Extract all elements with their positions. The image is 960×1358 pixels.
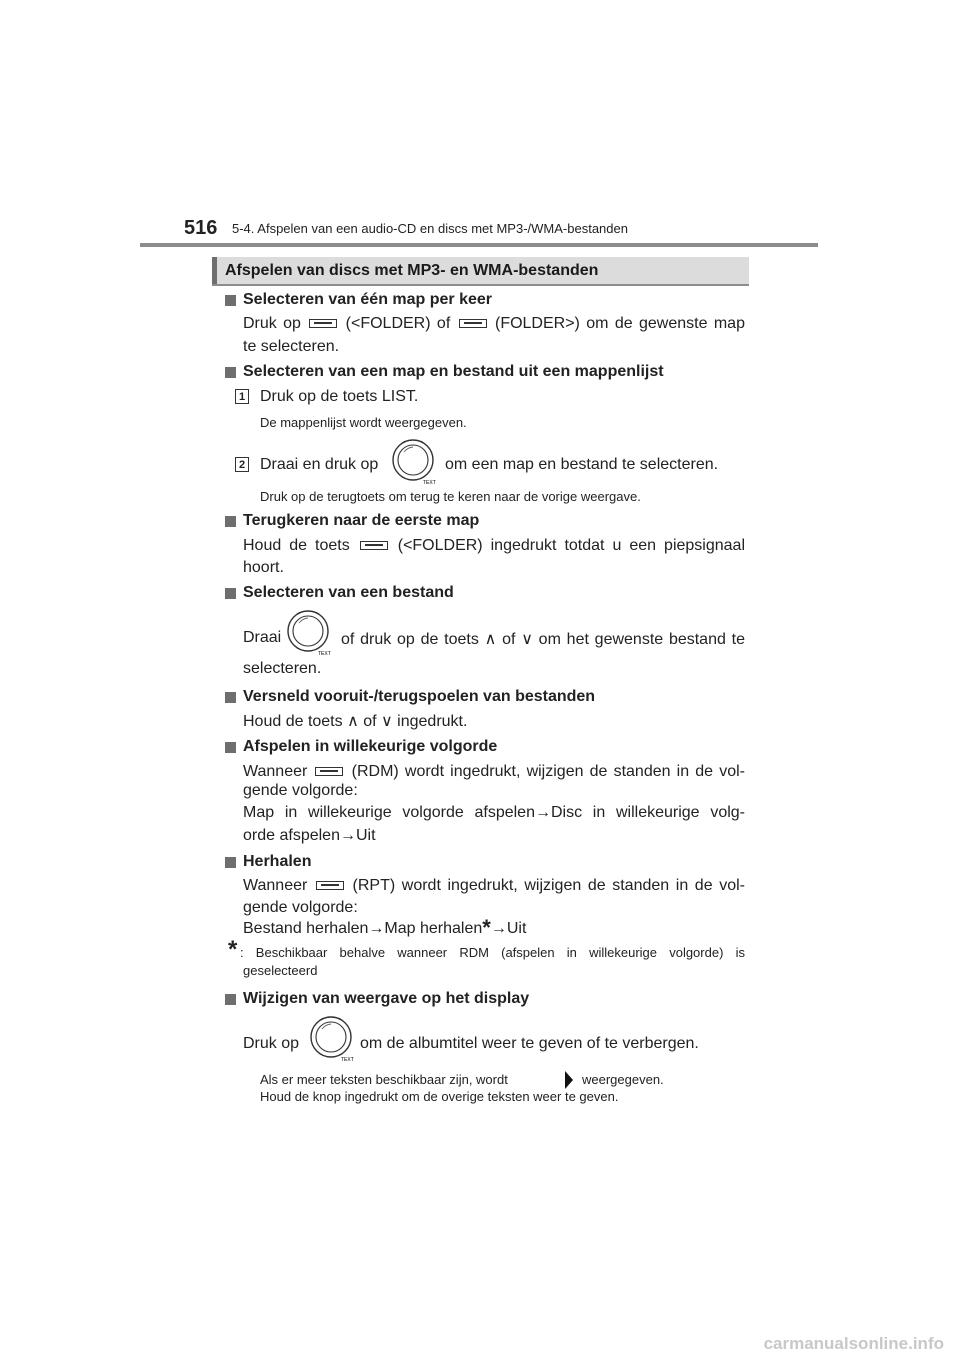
heading-repeat: Herhalen bbox=[243, 853, 312, 870]
bullet-square-icon bbox=[225, 516, 236, 527]
display-line-1a: Druk op bbox=[243, 1035, 300, 1052]
footnote-line-2: geselecteerd bbox=[243, 963, 318, 978]
folder-line-2: te selecteren. bbox=[243, 338, 340, 355]
folder-up-button-icon bbox=[459, 319, 487, 328]
repeat-line-1a: Wanneer bbox=[243, 877, 308, 894]
bullet-square-icon bbox=[225, 742, 236, 753]
knob-text-label: TEXT bbox=[423, 480, 436, 485]
folder-line-1c: (FOLDER>) om de gewenste map bbox=[494, 315, 745, 332]
heading-list: Selecteren van een map en bestand uit een mappenlijst bbox=[243, 363, 664, 380]
file-line-2: selecteren. bbox=[243, 660, 322, 677]
step-1-note: De mappenlijst wordt weergegeven. bbox=[260, 415, 467, 430]
rpt-button-icon bbox=[316, 881, 344, 890]
tune-knob-icon bbox=[392, 439, 438, 485]
heading-fast: Versneld vooruit-/terugspoelen van bestanden bbox=[243, 688, 596, 705]
page-number: 516 bbox=[184, 217, 218, 239]
first-line-2: hoort. bbox=[243, 559, 284, 576]
footnote-marker: * bbox=[482, 915, 491, 940]
bullet-square-icon bbox=[225, 857, 236, 868]
display-note-1a: Als er meer teksten beschikbaar zijn, wordt bbox=[260, 1072, 508, 1087]
section-title: Afspelen van discs met MP3- en WMA-bestanden bbox=[225, 262, 599, 279]
folder-line-1 bbox=[243, 315, 745, 333]
random-line-4: orde afspelen→Uit bbox=[243, 827, 376, 844]
folder-down-button-icon bbox=[309, 319, 337, 328]
random-line-3: Map in willekeurige volgorde afspelen→Disc in willekeurige volg- bbox=[243, 804, 745, 821]
bullet-square-icon bbox=[225, 588, 236, 599]
tune-knob-icon bbox=[287, 610, 333, 656]
random-line-1a: Wanneer bbox=[243, 763, 308, 780]
knob-text-label: TEXT bbox=[318, 651, 331, 656]
knob-text-label: TEXT bbox=[341, 1057, 354, 1062]
step-2-note: Druk op de terugtoets om terug te keren naar de vorige weergave. bbox=[260, 489, 641, 504]
step-1-badge: 1 bbox=[235, 389, 249, 404]
repeat-line-3a: Bestand herhalen→Map herhalen bbox=[243, 920, 483, 937]
display-note-1b: weergegeven. bbox=[582, 1072, 664, 1087]
bullet-square-icon bbox=[225, 692, 236, 703]
heading-display: Wijzigen van weergave op het display bbox=[243, 990, 530, 1007]
random-line-1b: (RDM) wordt ingedrukt, wijzigen de standen in de vol- bbox=[351, 763, 745, 780]
heading-random: Afspelen in willekeurige volgorde bbox=[243, 738, 498, 755]
watermark: carmanualsonline.info bbox=[763, 1334, 944, 1353]
chapter-title: 5-4. Afspelen van een audio-CD en discs met MP3-/WMA-bestanden bbox=[232, 221, 628, 236]
repeat-line-1b: (RPT) wordt ingedrukt, wijzigen de standen in de vol- bbox=[352, 877, 745, 894]
display-line-1b: om de albumtitel weer te geven of te verbergen. bbox=[360, 1035, 699, 1052]
footnote-star: * bbox=[228, 936, 238, 963]
step-2-badge: 2 bbox=[235, 457, 249, 472]
heading-first-folder: Terugkeren naar de eerste map bbox=[243, 512, 480, 529]
first-line-1 bbox=[243, 537, 745, 555]
step-2-text-b: om een map en bestand te selecteren. bbox=[445, 456, 719, 473]
display-note-2: Houd de knop ingedrukt om de overige teksten weer te geven. bbox=[260, 1089, 619, 1104]
bullet-square-icon bbox=[225, 367, 236, 378]
tune-knob-icon bbox=[310, 1016, 356, 1062]
header-rule bbox=[140, 243, 818, 247]
section-header-edge bbox=[212, 257, 217, 284]
step-2-text-a: Draai en druk op bbox=[260, 456, 379, 473]
folder-line-1a: Druk op bbox=[243, 315, 301, 332]
repeat-line-3 bbox=[243, 915, 527, 940]
more-text-arrow-icon bbox=[562, 1069, 576, 1091]
heading-select-file: Selecteren van een bestand bbox=[243, 584, 454, 601]
repeat-line-1 bbox=[243, 877, 745, 895]
random-line-2: gende volgorde: bbox=[243, 782, 358, 799]
first-line-1b: (<FOLDER) ingedrukt totdat u een piepsignaal bbox=[397, 537, 746, 554]
fast-line-1: Houd de toets ∧ of ∨ ingedrukt. bbox=[243, 713, 468, 730]
file-line-1b: of druk op de toets ∧ of ∨ om het gewenste bestand te bbox=[341, 631, 745, 648]
step-1-text: Druk op de toets LIST. bbox=[260, 388, 419, 405]
heading-folder: Selecteren van één map per keer bbox=[243, 291, 493, 308]
folder-line-1b: (<FOLDER) of bbox=[345, 315, 451, 332]
repeat-line-2: gende volgorde: bbox=[243, 899, 358, 916]
bullet-square-icon bbox=[225, 295, 236, 306]
file-line-1a: Draai bbox=[243, 629, 282, 646]
first-line-1a: Houd de toets bbox=[243, 537, 350, 554]
section-header-rule bbox=[212, 284, 749, 286]
bullet-square-icon bbox=[225, 994, 236, 1005]
section-header bbox=[212, 257, 749, 284]
folder-down-button-icon bbox=[360, 541, 388, 550]
rdm-button-icon bbox=[315, 767, 343, 776]
repeat-line-3b: →Uit bbox=[490, 920, 527, 937]
random-line-1 bbox=[243, 763, 745, 781]
footnote-line-1: : Beschikbaar behalve wanneer RDM (afspelen in willekeurige volgorde) is bbox=[240, 945, 745, 960]
